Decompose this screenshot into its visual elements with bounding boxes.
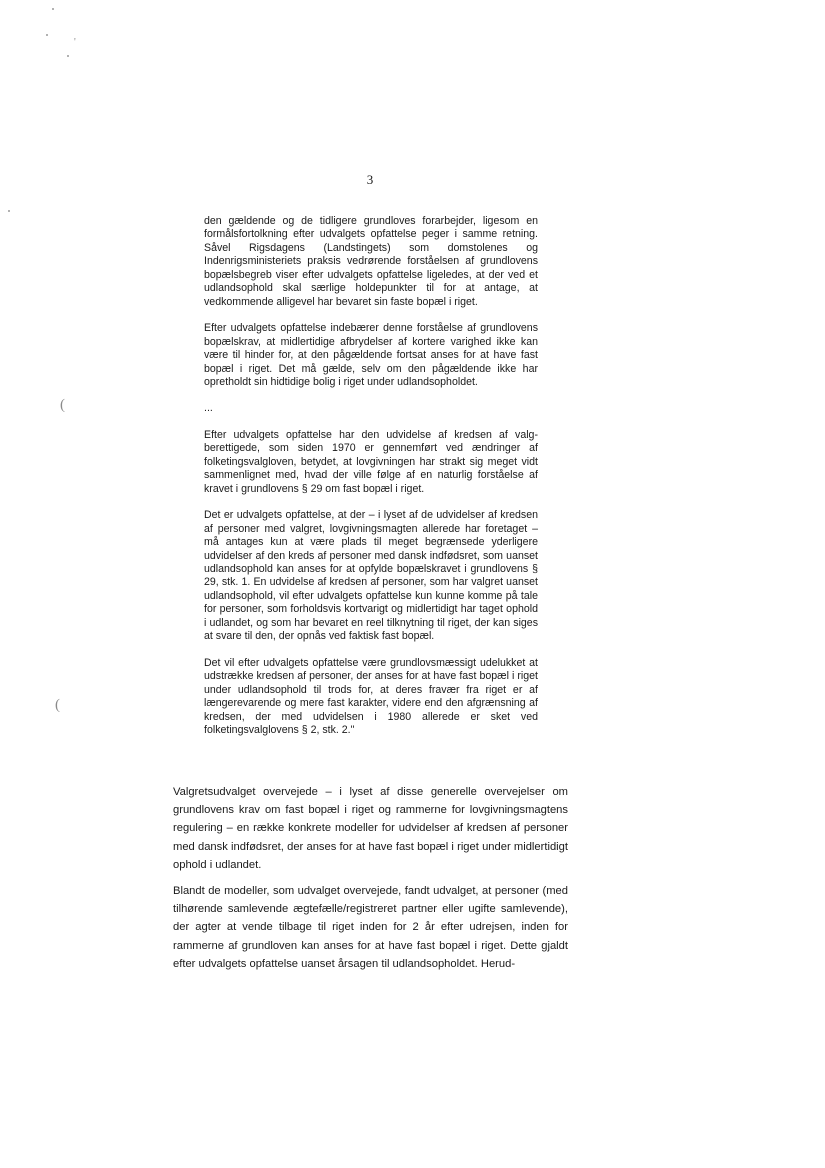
scan-mark-paren-1: ( [60, 397, 65, 413]
quote-ellipsis: ... [204, 402, 213, 415]
body-paragraph-2: Blandt de modeller, som udvalget overvejede, fandt udvalget, at personer (med tilhørende samlevende ægtefælle/registreret partner eller ugifte samlevende), der agter at vende tilbage til riget inden for 2 år efter udrejsen, inden for rammerne af grundloven kan anses for at have fast bopæl i riget. Dette gjaldt efter udvalgets opfattelse uanset årsagen til udlandsopholdet. Herud- [173, 885, 568, 970]
scan-mark-tick: ' [74, 37, 76, 48]
quoted-excerpt [204, 215, 538, 750]
scan-speck [67, 55, 69, 57]
scan-speck [8, 210, 10, 212]
scan-speck [46, 34, 48, 36]
quote-paragraph-5: Det vil efter udvalgets opfattelse være grundlovsmæssigt udelukket at udstrække kredsen af personer, der anses for at have fast bopæl i riget under udlandsophold til trods for, at deres fravær fra riget er af længerevarende og mere fast karakter, videre end den afgrænsning af kredsen, der med udvidelsen i 1980 allerede er sket ved folketingsvalglovens § 2, stk. 2." [204, 656, 538, 736]
quote-paragraph-4: Det er udvalgets opfattelse, at der – i lyset af de udvidelser af kredsen af personer med valgret, lovgivningsmagten allerede har foretaget – må antages kun at være plads til meget begrænsede yderligere udvidelser af den kreds af personer med dansk indfødsret, som uanset udlandsophold kan anses for at opfylde bopælskravet i grundlovens § 29, stk. 1. En udvidelse af kredsen af personer, som har valgret uanset udlandsophold, vil efter udvalgets opfattelse kun kunne komme på tale for personer, som forholdsvis kortvarigt og midlertidigt har taget ophold i udlandet, og som har bevaret en reel tilknytning til riget, der kan siges at svare til den, der opnås ved faktisk fast bopæl. [204, 509, 538, 643]
quote-paragraph-1: den gældende og de tidligere grundloves forarbejder, ligesom en formålsfortolkning efter udvalgets opfattelse peger i samme retning. Såvel Rigsdagens (Landstingets) som domstolenes og Indenrigsministeriets praksis vedrørende forståelsen af grundlovens bopælsbegreb viser efter udvalgets opfattelse ligeledes, at der ved et udlandsophold skal særlige holdepunkter til for at antage, at vedkommende alligevel har bevaret sin faste bopæl i riget. [204, 215, 538, 308]
body-paragraph-1: Valgretsudvalget overvejede – i lyset af disse generelle overvejelser om grundlovens krav om fast bopæl i riget og rammerne for lovgivningsmagtens regulering – en række konkrete modeller for udvidelser af kredsen af personer med dansk indfødsret, der anses for at have fast bopæl i riget under midlertidigt ophold i udlandet. [173, 786, 568, 871]
scan-mark-paren-2: ( [55, 697, 60, 713]
quote-paragraph-3: Efter udvalgets opfattelse har den udvidelse af kredsen af valgberettigede, som siden 1970 er gennemført ved ændringer af folketingsvalgloven, betydet, at lovgivningen har strakt sig meget vidt sammenlignet med, hvad der ville følge af en naturlig forståelse af kravet i grundlovens § 29 om fast bopæl i riget. [204, 428, 538, 495]
quote-paragraph-2: Efter udvalgets opfattelse indebærer denne forståelse af grundlovens bopælskrav, at midlertidige afbrydelser af kortere varighed ikke kan være til hinder for, at den pågældende fortsat anses for at have fast bopæl i riget. Det må gælde, selv om den pågældende ikke har opretholdt sin hidtidige bolig i riget under udlandsopholdet. [204, 322, 538, 388]
page-number: 3 [366, 172, 374, 187]
scan-speck [52, 8, 54, 10]
